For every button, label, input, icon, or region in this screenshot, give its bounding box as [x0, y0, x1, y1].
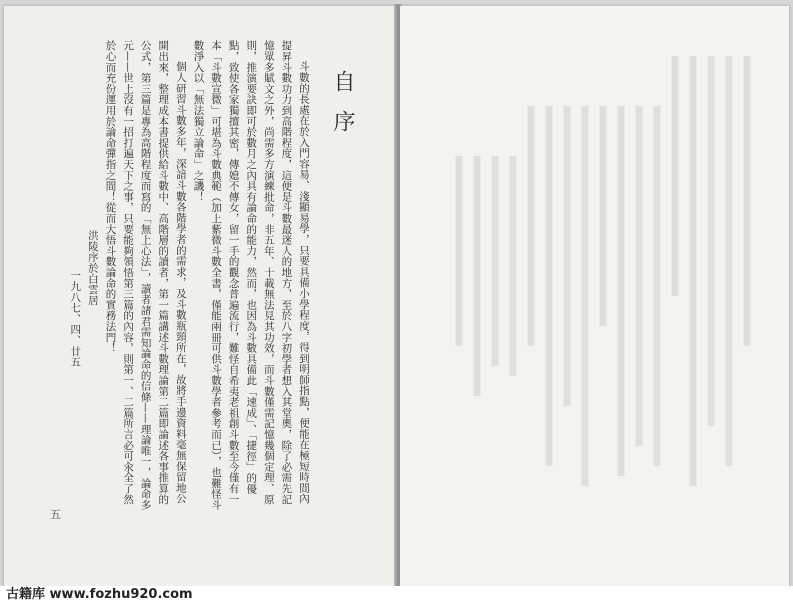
preface-paragraph-1: 斗數的長處在於入門容易、淺顯易學，只要具備小學程度，得到明師指點，便能在極短時間內提昇斗數功力到高階程度，這便是斗數最迷人的地方，至於八字初學者想入其堂奧，除了必需先記憶眾多賦文之外，尚需多方演練批命，非五年、十載無法見其功效，而斗數僅需記憶幾個定理、原則，推演要訣即可於數月之內具有論命的能力，然而，也因為斗數具備此「速成」、「捷徑」的優點，致使各家獨擅其密，傳媳不傳女，留一手的觀念普遍流行，難怪自希夷老祖創斗數至今僅有一本「斗數宣微」可堪為斗數典範（加上紫微斗數全書，僅能兩冊可供斗數學者參考而已），也難怪斗數淨入以「無法獨立論命」之譏！: [192, 40, 310, 510]
left-page: [4, 6, 396, 586]
bleed-through-lines: [429, 46, 759, 506]
page-title: 自序: [330, 70, 355, 150]
preface-date: 一九八七、四、廿五: [69, 270, 82, 368]
page-number: 五: [50, 508, 61, 521]
preface-text-column: [66, 40, 356, 510]
author-signature: 洪陵序於白雲居: [86, 230, 99, 306]
watermark-bar: [0, 586, 793, 604]
watermark-url: www.fozhu920.com: [49, 587, 193, 602]
right-page: [400, 6, 789, 586]
preface-paragraph-2: 個人研習斗數多年，深諳斗數各階學者的需求，及斗數瓶頸所在，故將手邊資料毫無保留地公開出來，整理成本書提供給斗數中、高階層的讀者，第一篇講述斗數理論第二篇即論述各事推算的公式，第三篇是專為高階程度而寫的「無上心法」，讀者諸君需知論命的信條——理論唯一，論命多元——世上沒有一招打遍天下之事，只要能夠領悟第三篇的內容，則第一、二篇所言必可汆全了然於心而充份運用於論命彈指之間！從而大悟斗數論命的實務法門！: [104, 40, 187, 510]
watermark-text: [6, 586, 193, 604]
watermark-site-name: 古籍库: [6, 587, 46, 602]
bleed-through-texture: [429, 46, 759, 506]
